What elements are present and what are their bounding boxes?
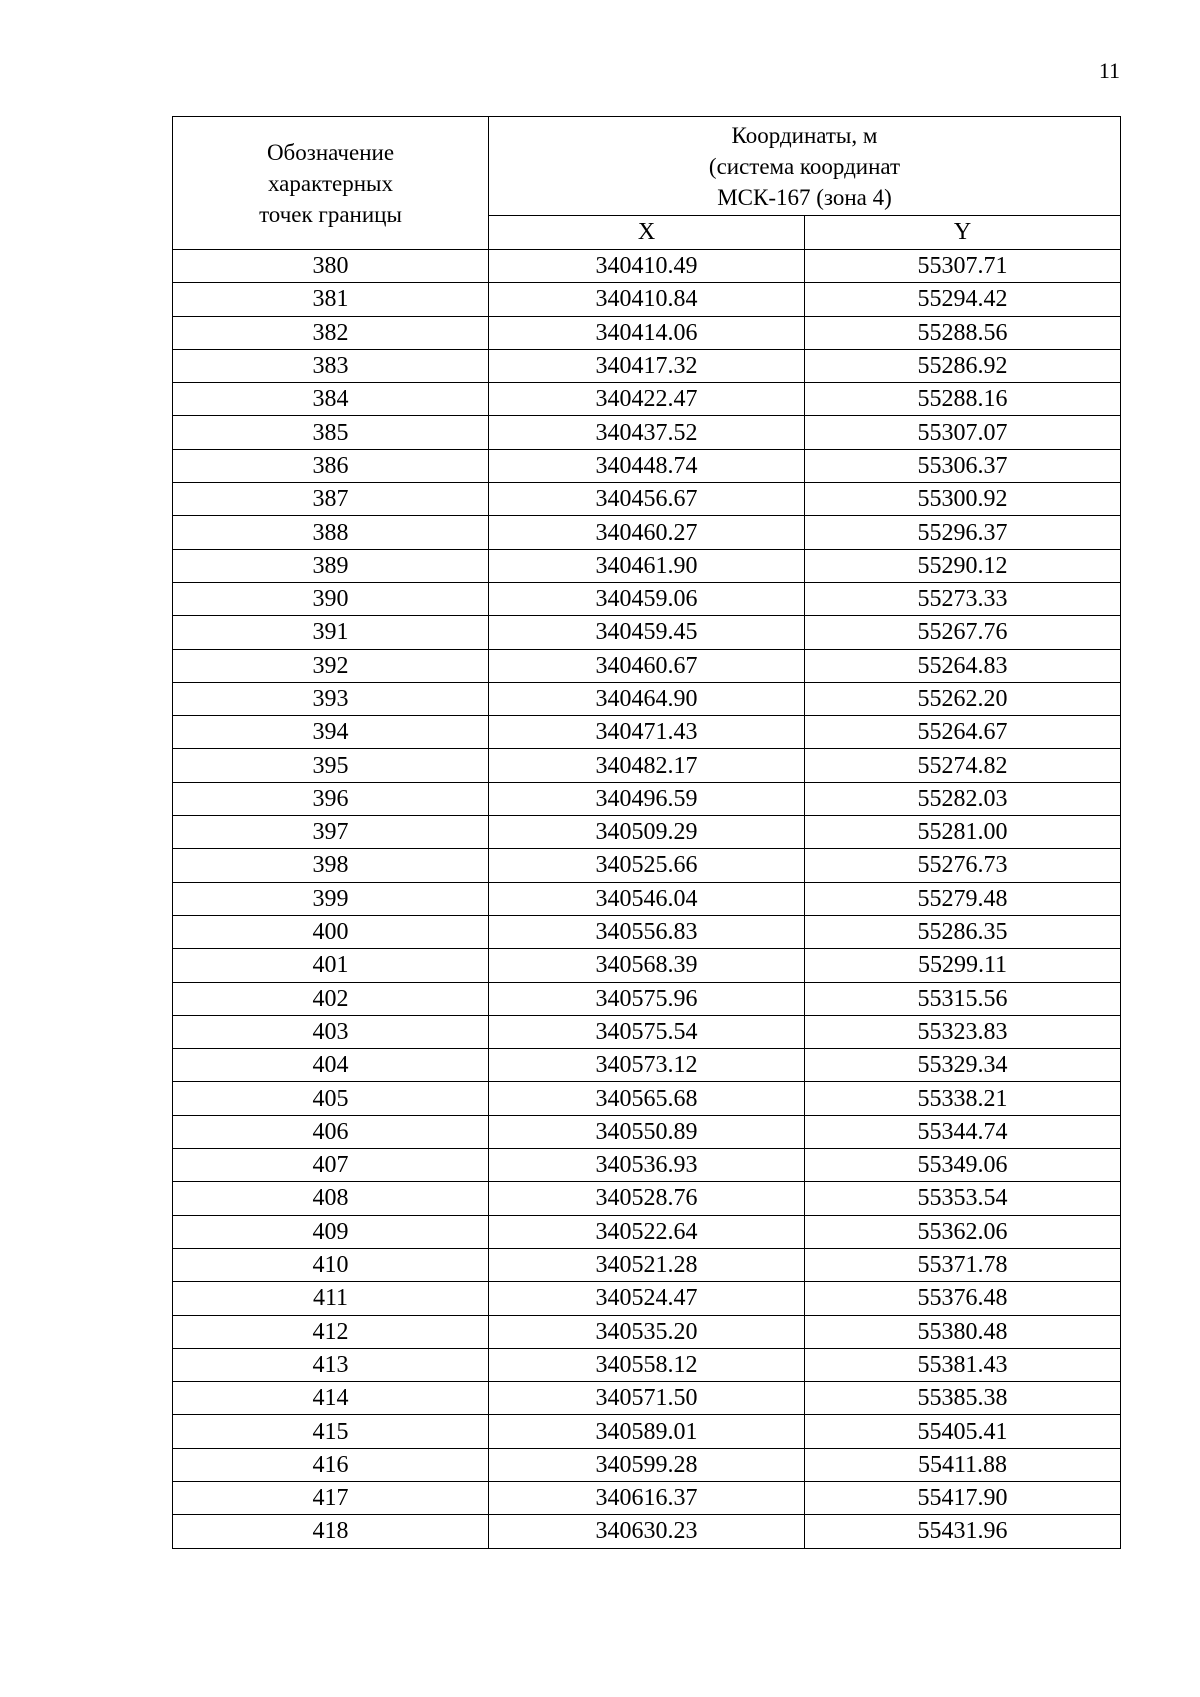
y-coordinate-cell: 55405.41 xyxy=(805,1415,1121,1448)
y-coordinate-cell: 55344.74 xyxy=(805,1115,1121,1148)
y-coordinate-cell: 55431.96 xyxy=(805,1515,1121,1548)
point-cell: 399 xyxy=(173,882,489,915)
point-cell: 414 xyxy=(173,1382,489,1415)
y-coordinate-cell: 55288.56 xyxy=(805,316,1121,349)
x-coordinate-cell: 340550.89 xyxy=(489,1115,805,1148)
table-row xyxy=(173,1149,1121,1182)
table-header xyxy=(173,117,1121,250)
point-cell: 413 xyxy=(173,1348,489,1381)
point-cell: 409 xyxy=(173,1215,489,1248)
point-cell: 405 xyxy=(173,1082,489,1115)
x-coordinate-cell: 340565.68 xyxy=(489,1082,805,1115)
y-coordinate-cell: 55349.06 xyxy=(805,1149,1121,1182)
y-coordinate-cell: 55323.83 xyxy=(805,1015,1121,1048)
y-coordinate-cell: 55417.90 xyxy=(805,1481,1121,1514)
table-row xyxy=(173,716,1121,749)
point-cell: 381 xyxy=(173,283,489,316)
table-row xyxy=(173,1382,1121,1415)
x-coordinate-cell: 340460.27 xyxy=(489,516,805,549)
y-coordinate-cell: 55267.76 xyxy=(805,616,1121,649)
table-row xyxy=(173,516,1121,549)
x-coordinate-cell: 340525.66 xyxy=(489,849,805,882)
point-cell: 391 xyxy=(173,616,489,649)
y-coordinate-cell: 55376.48 xyxy=(805,1282,1121,1315)
table-row xyxy=(173,816,1121,849)
y-coordinate-cell: 55362.06 xyxy=(805,1215,1121,1248)
table-row xyxy=(173,1448,1121,1481)
x-coordinate-cell: 340422.47 xyxy=(489,383,805,416)
point-cell: 412 xyxy=(173,1315,489,1348)
y-coordinate-cell: 55281.00 xyxy=(805,816,1121,849)
x-coordinate-cell: 340522.64 xyxy=(489,1215,805,1248)
x-coordinate-cell: 340464.90 xyxy=(489,682,805,715)
table-body xyxy=(173,250,1121,1549)
point-cell: 406 xyxy=(173,1115,489,1148)
table-row xyxy=(173,1415,1121,1448)
point-cell: 417 xyxy=(173,1481,489,1514)
coords-header-line-3: МСК-167 (зона 4) xyxy=(717,184,892,210)
point-cell: 394 xyxy=(173,716,489,749)
x-coordinate-cell: 340521.28 xyxy=(489,1248,805,1281)
y-coordinate-cell: 55262.20 xyxy=(805,682,1121,715)
table-row xyxy=(173,449,1121,482)
table-row xyxy=(173,416,1121,449)
point-cell: 395 xyxy=(173,749,489,782)
x-coordinate-cell: 340496.59 xyxy=(489,782,805,815)
point-cell: 400 xyxy=(173,915,489,948)
table-row xyxy=(173,949,1121,982)
y-coordinate-cell: 55290.12 xyxy=(805,549,1121,582)
x-coordinate-cell: 340460.67 xyxy=(489,649,805,682)
point-cell: 416 xyxy=(173,1448,489,1481)
point-cell: 402 xyxy=(173,982,489,1015)
y-coordinate-cell: 55264.83 xyxy=(805,649,1121,682)
point-cell: 393 xyxy=(173,682,489,715)
x-coordinate-cell: 340509.29 xyxy=(489,816,805,849)
x-coordinate-cell: 340461.90 xyxy=(489,549,805,582)
point-cell: 408 xyxy=(173,1182,489,1215)
point-cell: 386 xyxy=(173,449,489,482)
table-row xyxy=(173,283,1121,316)
point-cell: 418 xyxy=(173,1515,489,1548)
x-coordinate-cell: 340524.47 xyxy=(489,1282,805,1315)
y-coordinate-cell: 55288.16 xyxy=(805,383,1121,416)
point-cell: 403 xyxy=(173,1015,489,1048)
point-cell: 404 xyxy=(173,1049,489,1082)
table-row xyxy=(173,483,1121,516)
table-row xyxy=(173,1515,1121,1548)
table-row xyxy=(173,649,1121,682)
point-cell: 384 xyxy=(173,383,489,416)
table-row xyxy=(173,383,1121,416)
point-cell: 415 xyxy=(173,1415,489,1448)
y-coordinate-cell: 55307.71 xyxy=(805,250,1121,283)
table-row xyxy=(173,1248,1121,1281)
point-cell: 383 xyxy=(173,349,489,382)
x-coordinate-cell: 340575.96 xyxy=(489,982,805,1015)
y-coordinate-cell: 55380.48 xyxy=(805,1315,1121,1348)
point-cell: 397 xyxy=(173,816,489,849)
point-cell: 385 xyxy=(173,416,489,449)
y-coordinate-cell: 55276.73 xyxy=(805,849,1121,882)
point-cell: 411 xyxy=(173,1282,489,1315)
y-coordinate-cell: 55286.35 xyxy=(805,915,1121,948)
page-number: 11 xyxy=(1098,58,1120,83)
table-row xyxy=(173,1082,1121,1115)
x-coordinate-cell: 340535.20 xyxy=(489,1315,805,1348)
x-coordinate-cell: 340437.52 xyxy=(489,416,805,449)
table-row xyxy=(173,616,1121,649)
x-coordinate-cell: 340599.28 xyxy=(489,1448,805,1481)
table-row xyxy=(173,1348,1121,1381)
y-coordinate-cell: 55296.37 xyxy=(805,516,1121,549)
y-coordinate-cell: 55385.38 xyxy=(805,1382,1121,1415)
x-coordinate-cell: 340575.54 xyxy=(489,1015,805,1048)
y-coordinate-cell: 55307.07 xyxy=(805,416,1121,449)
y-coordinate-cell: 55371.78 xyxy=(805,1248,1121,1281)
point-cell: 392 xyxy=(173,649,489,682)
table-row xyxy=(173,1481,1121,1514)
y-column-header: Y xyxy=(805,216,1121,250)
y-coordinate-cell: 55315.56 xyxy=(805,982,1121,1015)
x-coordinate-cell: 340589.01 xyxy=(489,1415,805,1448)
x-coordinate-cell: 340528.76 xyxy=(489,1182,805,1215)
table-row xyxy=(173,849,1121,882)
header-row-main xyxy=(173,117,1121,216)
point-cell: 388 xyxy=(173,516,489,549)
x-coordinate-cell: 340448.74 xyxy=(489,449,805,482)
coordinates-table xyxy=(172,116,1121,1549)
table-row xyxy=(173,349,1121,382)
x-coordinate-cell: 340571.50 xyxy=(489,1382,805,1415)
y-coordinate-cell: 55264.67 xyxy=(805,716,1121,749)
y-coordinate-cell: 55273.33 xyxy=(805,582,1121,615)
x-coordinate-cell: 340459.45 xyxy=(489,616,805,649)
table-row xyxy=(173,1282,1121,1315)
x-coordinate-cell: 340616.37 xyxy=(489,1481,805,1514)
point-designation-header xyxy=(173,117,489,250)
point-header-line-2: характерных xyxy=(267,170,393,196)
x-coordinate-cell: 340558.12 xyxy=(489,1348,805,1381)
table-row xyxy=(173,1182,1121,1215)
table-row xyxy=(173,1015,1121,1048)
point-cell: 401 xyxy=(173,949,489,982)
table-row xyxy=(173,1115,1121,1148)
x-coordinate-cell: 340630.23 xyxy=(489,1515,805,1548)
y-coordinate-cell: 55411.88 xyxy=(805,1448,1121,1481)
table-row xyxy=(173,749,1121,782)
y-coordinate-cell: 55294.42 xyxy=(805,283,1121,316)
y-coordinate-cell: 55274.82 xyxy=(805,749,1121,782)
point-cell: 380 xyxy=(173,250,489,283)
point-cell: 387 xyxy=(173,483,489,516)
x-coordinate-cell: 340556.83 xyxy=(489,915,805,948)
table-row xyxy=(173,1315,1121,1348)
table-row xyxy=(173,549,1121,582)
table-row xyxy=(173,1049,1121,1082)
point-cell: 398 xyxy=(173,849,489,882)
coords-header-line-1: Координаты, м xyxy=(731,122,878,148)
coordinates-header xyxy=(489,117,1121,216)
y-coordinate-cell: 55381.43 xyxy=(805,1348,1121,1381)
y-coordinate-cell: 55286.92 xyxy=(805,349,1121,382)
x-coordinate-cell: 340410.84 xyxy=(489,283,805,316)
y-coordinate-cell: 55282.03 xyxy=(805,782,1121,815)
point-cell: 407 xyxy=(173,1149,489,1182)
table-row xyxy=(173,250,1121,283)
x-coordinate-cell: 340417.32 xyxy=(489,349,805,382)
y-coordinate-cell: 55299.11 xyxy=(805,949,1121,982)
x-coordinate-cell: 340471.43 xyxy=(489,716,805,749)
x-coordinate-cell: 340414.06 xyxy=(489,316,805,349)
point-header-line-1: Обозначение xyxy=(266,139,395,165)
point-cell: 396 xyxy=(173,782,489,815)
x-coordinate-cell: 340482.17 xyxy=(489,749,805,782)
table-row xyxy=(173,782,1121,815)
point-cell: 390 xyxy=(173,582,489,615)
table-row xyxy=(173,582,1121,615)
x-coordinate-cell: 340456.67 xyxy=(489,483,805,516)
table-row xyxy=(173,682,1121,715)
table-row xyxy=(173,915,1121,948)
point-cell: 382 xyxy=(173,316,489,349)
point-header-line-3: точек границы xyxy=(259,201,402,227)
x-coordinate-cell: 340459.06 xyxy=(489,582,805,615)
point-cell: 410 xyxy=(173,1248,489,1281)
x-coordinate-cell: 340546.04 xyxy=(489,882,805,915)
table-row xyxy=(173,882,1121,915)
y-coordinate-cell: 55338.21 xyxy=(805,1082,1121,1115)
table-row xyxy=(173,316,1121,349)
x-coordinate-cell: 340410.49 xyxy=(489,250,805,283)
point-cell: 389 xyxy=(173,549,489,582)
y-coordinate-cell: 55329.34 xyxy=(805,1049,1121,1082)
table-row xyxy=(173,1215,1121,1248)
table-row xyxy=(173,982,1121,1015)
x-coordinate-cell: 340536.93 xyxy=(489,1149,805,1182)
y-coordinate-cell: 55306.37 xyxy=(805,449,1121,482)
coords-header-line-2: (система координат xyxy=(708,153,901,179)
x-coordinate-cell: 340568.39 xyxy=(489,949,805,982)
x-column-header: X xyxy=(489,216,805,250)
y-coordinate-cell: 55279.48 xyxy=(805,882,1121,915)
y-coordinate-cell: 55353.54 xyxy=(805,1182,1121,1215)
x-coordinate-cell: 340573.12 xyxy=(489,1049,805,1082)
y-coordinate-cell: 55300.92 xyxy=(805,483,1121,516)
